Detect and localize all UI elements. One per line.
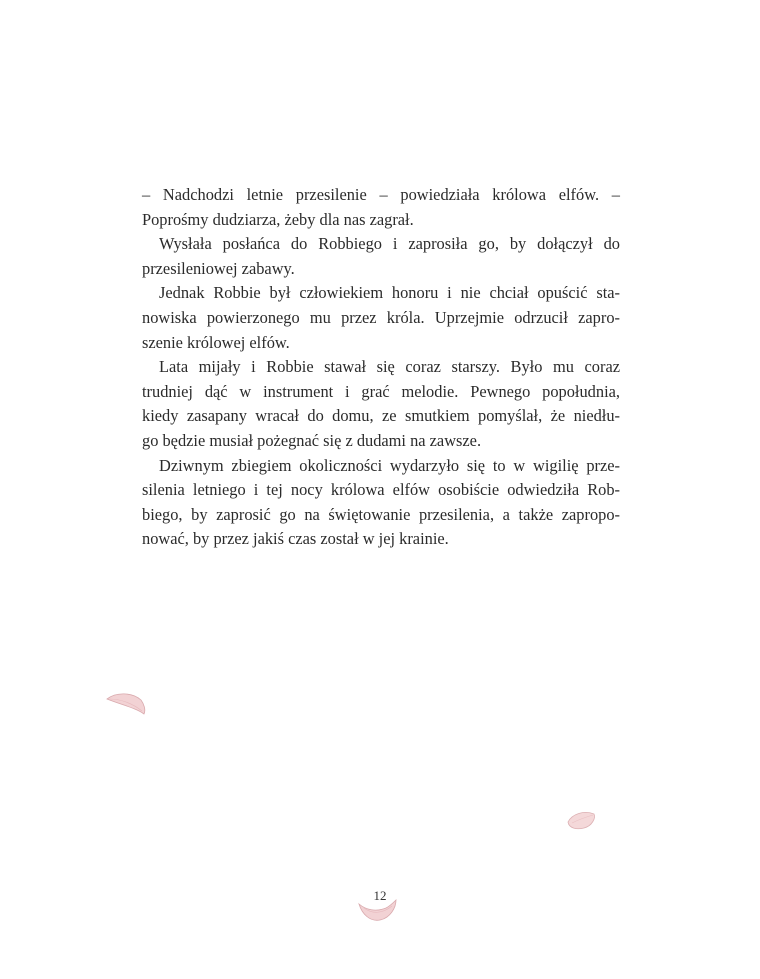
text-line: trudniej dąć w instrument i grać melodie. Pewnego popołudnia,	[142, 381, 620, 401]
text-line: Dziwnym zbiegiem okoliczności wydarzyło się to w wigilię prze-	[159, 455, 620, 475]
text-line: Wysłała posłańca do Robbiego i zaprosiła go, by dołączył do	[159, 234, 620, 254]
text-line: biego, by zaprosić go na świętowanie przesilenia, a także zapropo-	[142, 504, 620, 524]
petal-icon	[104, 690, 148, 716]
text-line: kiedy zasapany wracał do domu, ze smutkiem pomyślał, że niedłu-	[142, 406, 620, 426]
text-line: go będzie musiał pożegnać się z dudami na zawsze.	[142, 430, 482, 450]
text-line: Lata mijały i Robbie stawał się coraz starszy. Było mu coraz	[159, 357, 620, 377]
page-number: 12	[373, 888, 387, 903]
text-line: – Nadchodzi letnie przesilenie – powiedziała królowa elfów. –	[142, 185, 620, 204]
text-line: nować, by przez jakiś czas został w jej krainie.	[142, 529, 449, 549]
text-line: przesileniowej zabawy.	[142, 258, 295, 278]
petal-icon	[564, 808, 598, 832]
text-line: Poprośmy dudziarza, żeby dla nas zagrał.	[142, 209, 414, 229]
story-text	[142, 183, 620, 552]
text-line: Jednak Robbie był człowiekiem honoru i nie chciał opuścić sta-	[159, 283, 620, 303]
text-line: nowiska powierzonego mu przez króla. Uprzejmie odrzucił zapro-	[142, 307, 620, 327]
text-line: silenia letniego i tej nocy królowa elfów osobiście odwiedziła Rob-	[142, 480, 620, 500]
text-line: szenie królowej elfów.	[142, 332, 290, 352]
